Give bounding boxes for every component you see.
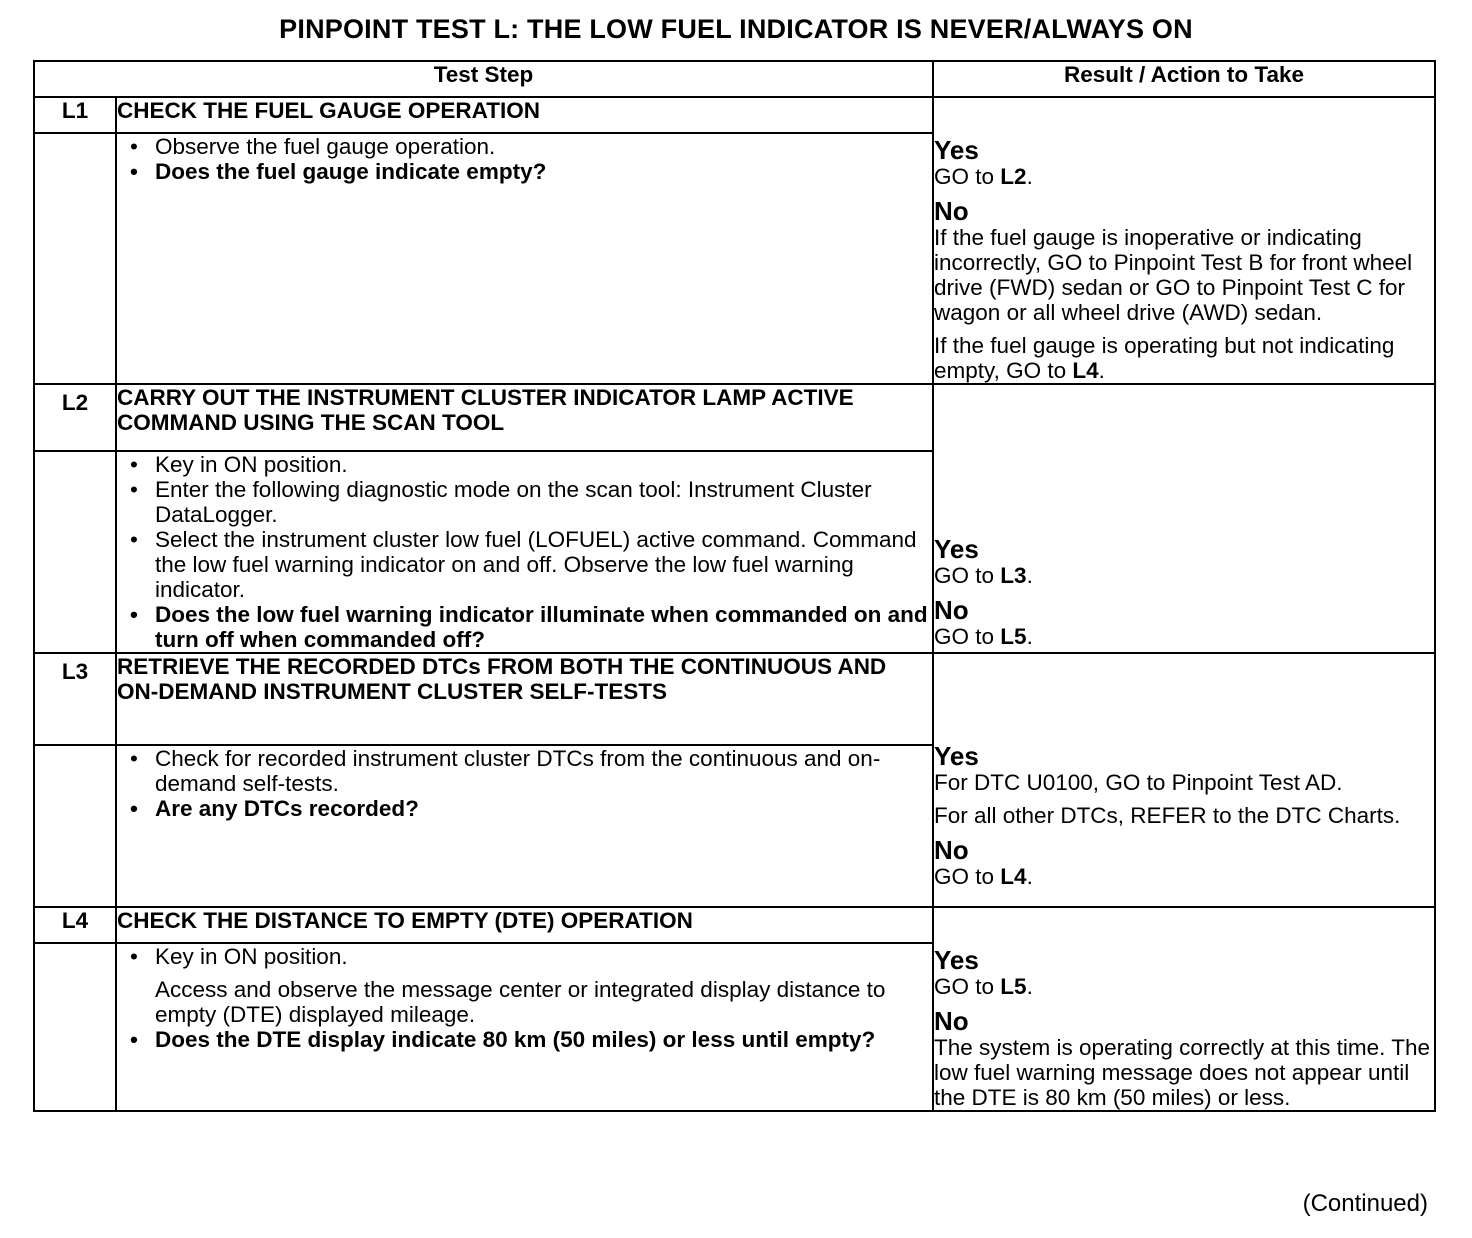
step-body (116, 745, 933, 907)
result-line: If the fuel gauge is operating but not indicating empty, GO to L4. (934, 333, 1395, 383)
yes-label: Yes (934, 534, 979, 564)
no-label: No (934, 1006, 969, 1036)
page-title: PINPOINT TEST L: THE LOW FUEL INDICATOR IS NEVER/ALWAYS ON (279, 14, 1193, 44)
id-spacer (34, 943, 116, 1111)
step-heading: CHECK THE FUEL GAUGE OPERATION (116, 97, 933, 133)
step-l2-heading-row (34, 384, 1435, 451)
list-item-question: • Does the low fuel warning indicator illuminate when commanded on and turn off when commanded off? (117, 602, 932, 652)
yes-label: Yes (934, 741, 979, 771)
step-id: L2 (34, 384, 116, 451)
test-step-header: Test Step (34, 61, 933, 97)
result-header: Result / Action to Take (933, 61, 1435, 97)
list-item-question: • Are any DTCs recorded? (117, 796, 932, 821)
result-line: GO to L5. (934, 974, 1033, 999)
step-reference: L3 (1000, 563, 1027, 588)
list-item-question: • Does the fuel gauge indicate empty? (117, 159, 932, 184)
id-spacer (34, 451, 116, 653)
result-line: If the fuel gauge is inoperative or indicating incorrectly, GO to Pinpoint Test B for front wheel drive (FWD) sedan or GO to Pinpoint Test C for wagon or all wheel drive (AWD) sedan. (934, 225, 1413, 325)
step-body (116, 943, 933, 1111)
list-item: • Key in ON position. (117, 944, 932, 969)
step-heading: CARRY OUT THE INSTRUMENT CLUSTER INDICATOR LAMP ACTIVE COMMAND USING THE SCAN TOOL (116, 384, 933, 451)
list-item: • Check for recorded instrument cluster DTCs from the continuous and on-demand self-tests. (117, 746, 932, 796)
step-heading: RETRIEVE THE RECORDED DTCs FROM BOTH THE CONTINUOUS AND ON-DEMAND INSTRUMENT CLUSTER SELF-TESTS (116, 653, 933, 745)
list-item: • Observe the fuel gauge operation. (117, 134, 932, 159)
step-l1-result (933, 97, 1435, 384)
step-body (116, 451, 933, 653)
result-line: The system is operating correctly at this time. The low fuel warning message does not appear until the DTE is 80 km (50 miles) or less. (934, 1035, 1431, 1110)
step-l2-result (933, 384, 1435, 653)
id-spacer (34, 133, 116, 384)
no-label: No (934, 835, 969, 865)
step-reference: L4 (1000, 864, 1027, 889)
list-item: • Enter the following diagnostic mode on the scan tool: Instrument Cluster DataLogger. (117, 477, 932, 527)
step-id: L1 (34, 97, 116, 133)
result-line: GO to L2. (934, 164, 1033, 189)
step-body (116, 133, 933, 384)
result-line: GO to L4. (934, 864, 1033, 889)
pinpoint-test-table (33, 60, 1436, 1112)
yes-label: Yes (934, 945, 979, 975)
result-line: For all other DTCs, REFER to the DTC Charts. (934, 803, 1401, 828)
step-reference: L4 (1072, 358, 1099, 383)
step-l3-result (933, 653, 1435, 907)
result-line: GO to L3. (934, 563, 1033, 588)
step-l3-heading-row (34, 653, 1435, 745)
step-heading: CHECK THE DISTANCE TO EMPTY (DTE) OPERATION (116, 907, 933, 943)
step-l1-heading-row (34, 97, 1435, 133)
step-reference: L5 (1000, 974, 1027, 999)
no-label: No (934, 595, 969, 625)
continued-note: (Continued) (1302, 1190, 1428, 1217)
result-line: For DTC U0100, GO to Pinpoint Test AD. (934, 770, 1343, 795)
step-l4-result (933, 907, 1435, 1111)
id-spacer (34, 745, 116, 907)
header-row (34, 61, 1435, 97)
result-line: GO to L5. (934, 624, 1033, 649)
step-reference: L5 (1000, 624, 1027, 649)
step-id: L3 (34, 653, 116, 745)
list-item-question: • Does the DTE display indicate 80 km (50 miles) or less until empty? (117, 1027, 932, 1052)
step-id: L4 (34, 907, 116, 943)
yes-label: Yes (934, 135, 979, 165)
list-item: • Key in ON position. (117, 452, 932, 477)
step-reference: L2 (1000, 164, 1027, 189)
step-l4-heading-row (34, 907, 1435, 943)
list-item: Access and observe the message center or integrated display distance to empty (DTE) displayed mileage. (155, 977, 886, 1027)
no-label: No (934, 196, 969, 226)
list-item: • Select the instrument cluster low fuel (LOFUEL) active command. Command the low fuel warning indicator on and off. Observe the low fuel warning indicator. (117, 527, 932, 602)
